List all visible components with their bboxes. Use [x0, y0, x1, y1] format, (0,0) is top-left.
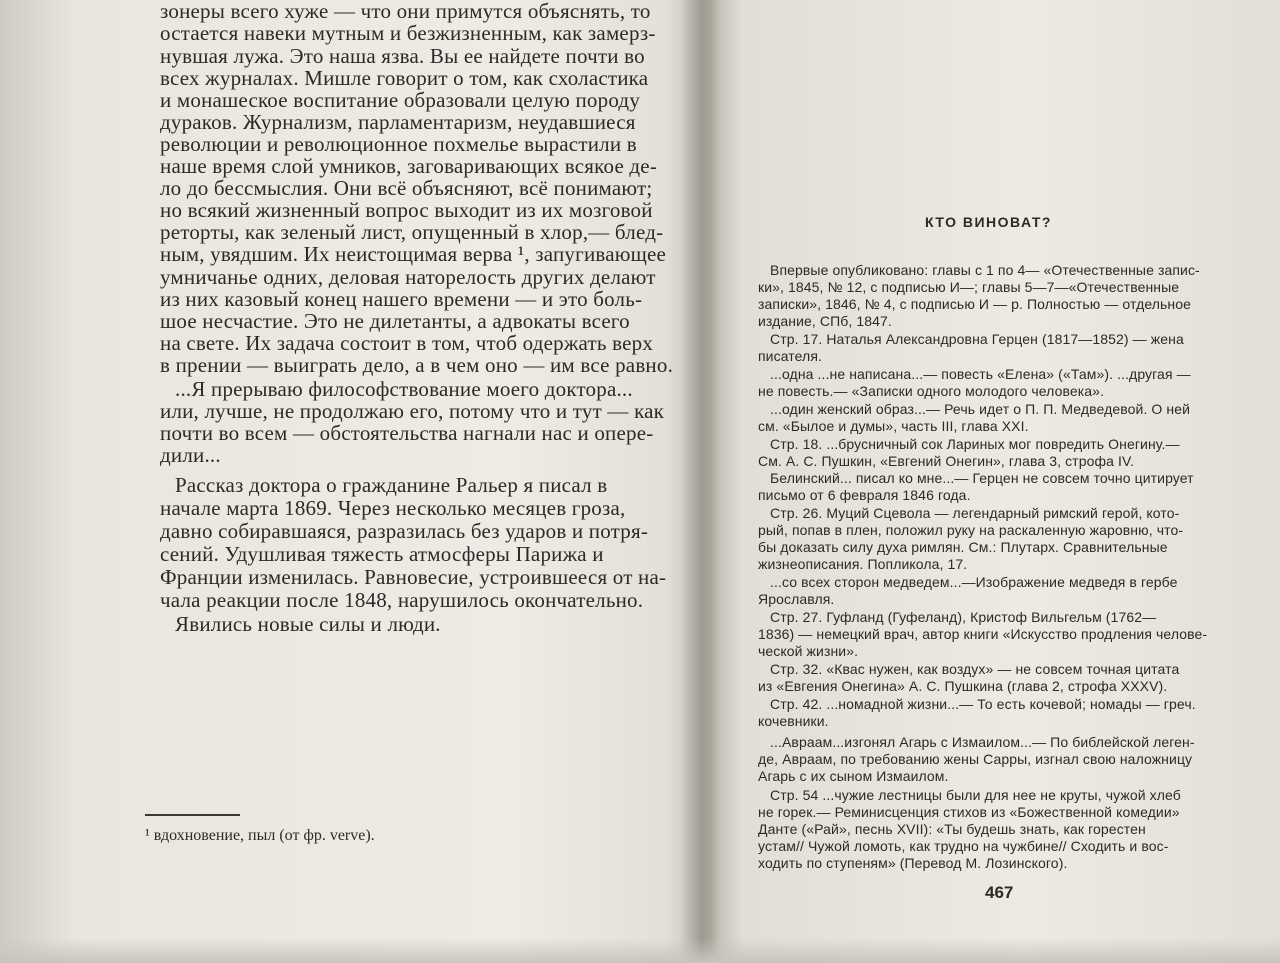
text-line: дураков. Журнализм, парламентаризм, неудавшиеся — [160, 110, 636, 134]
text-line: на свете. Их задача состоит в том, чтоб одержать верх — [160, 331, 654, 355]
note-line: Стр. 54 ...чужие лестницы были для нее не круты, чужой хлеб — [770, 787, 1181, 803]
note-line: не повесть.— «Записки одного молодого человека». — [758, 383, 1105, 399]
note-line: устам// Чужой ломоть, как трудно на чужбине// Сходить и вос- — [758, 838, 1169, 854]
text-line: революции и революционное похмелье вырастили в — [160, 132, 637, 156]
section-title: КТО ВИНОВАТ? — [925, 214, 1052, 230]
page-number: 467 — [985, 883, 1014, 902]
note-line: кочевники. — [758, 713, 829, 729]
text-line: Рассказ доктора о гражданине Ральер я писал в — [175, 473, 608, 497]
text-line: но всякий жизненный вопрос выходит из их мозговой — [160, 198, 653, 222]
note-line: ...Авраам...изгонял Агарь с Измаилом...— По библейской леген- — [770, 734, 1195, 750]
note-line: жизнеописания. Попликола, 17. — [758, 556, 968, 572]
book-gutter — [680, 0, 720, 963]
note-line: из «Евгения Онегина» А. С. Пушкина (глава 2, строфа XXXV). — [758, 678, 1168, 694]
footnote-divider — [145, 814, 240, 816]
text-line: давно собиравшаяся, разразилась без ударов и потря- — [160, 519, 649, 543]
note-line: ...один женский образ...— Речь идет о П. П. Медведевой. О ней — [770, 401, 1191, 417]
text-line: Франции изменилась. Равновесие, устроившееся от на- — [160, 565, 667, 589]
note-line: Впервые опубликовано: главы с 1 по 4— «Отечественные запис- — [770, 262, 1200, 278]
text-line: или, лучше, не продолжаю его, потому что и тут — как — [160, 399, 665, 423]
note-line: Данте («Рай», песнь XVII): «Ты будешь знать, как горестен — [758, 821, 1146, 837]
text-line: и монашеское воспитание образовали целую породу — [160, 88, 641, 112]
note-line: бы доказать силу духа римлян. См.: Плутарх. Сравнительные — [758, 539, 1168, 555]
text-line: всех журналах. Мишле говорит о том, как схоластика — [160, 66, 649, 90]
text-line: умничанье одних, деловая наторелость других делают — [160, 265, 656, 289]
note-line: ...со всех сторон медведем...—Изображение медведя в гербе — [770, 574, 1178, 590]
text-line: шое несчастие. Это не дилетанты, а адвокаты всего — [160, 309, 630, 333]
note-line: 1836) — немецкий врач, автор книги «Искусство продления челове- — [758, 626, 1208, 642]
note-line: ...одна ...не написана...— повесть «Елена» («Там»). ...другая — — [770, 366, 1191, 382]
text-line: Явились новые силы и люди. — [175, 612, 441, 636]
note-line: Стр. 32. «Квас нужен, как воздух» — не совсем точная цитата — [770, 661, 1180, 677]
text-line: ...Я прерываю философствование моего доктора... — [175, 377, 633, 401]
note-line: де, Авраам, по требованию жены Сарры, изгнал свою наложницу — [758, 751, 1193, 767]
text-line: из них казовый конец нашего времени — и это боль- — [160, 287, 643, 311]
note-line: рый, попав в плен, положил руку на раскаленную жаровню, что- — [758, 522, 1184, 538]
note-line: см. «Былое и думы», часть III, глава XXI. — [758, 418, 1029, 434]
note-line: издание, СПб, 1847. — [758, 313, 892, 329]
right-page — [730, 0, 1270, 963]
note-line: письмо от 6 февраля 1846 года. — [758, 487, 971, 503]
note-line: ки», 1845, № 12, с подписью И—; главы 5—7—«Отечественные — [758, 279, 1180, 295]
note-line: Стр. 27. Гуфланд (Гуфеланд), Кристоф Вильгельм (1762— — [770, 609, 1157, 625]
note-line: См. А. С. Пушкин, «Евгений Онегин», глава 3, строфа IV. — [758, 453, 1135, 469]
text-line: начале марта 1869. Через несколько месяцев гроза, — [160, 496, 626, 520]
text-line: нувшая лужа. Это наша язва. Вы ее найдете почти во — [160, 44, 645, 68]
text-line: наше время слой умников, заговаривающих всякое де- — [160, 154, 658, 178]
note-line: Ярославля. — [758, 591, 835, 607]
footnote: ¹ вдохновение, пыл (от фр. verve). — [145, 827, 375, 844]
note-line: Стр. 26. Муций Сцевола — легендарный римский герой, кото- — [770, 505, 1180, 521]
text-line: в прении — выиграть дело, а в чем оно — им все равно. — [160, 353, 674, 377]
text-line: остается навеки мутным и безжизненным, как замерз- — [160, 21, 656, 45]
note-line: ходить по ступеням» (Перевод М. Лозинского). — [758, 855, 1068, 871]
text-line: чала реакции после 1848, нарушилось окончательно. — [160, 588, 644, 612]
note-line: Агарь с их сыном Измаилом. — [758, 768, 949, 784]
note-line: Стр. 42. ...номадной жизни...— То есть кочевой; номады — греч. — [770, 696, 1196, 712]
left-page — [140, 0, 680, 963]
table-surface — [0, 938, 1280, 963]
text-line: ным, увядшим. Их неистощимая верва ¹, запугивающее — [160, 242, 667, 266]
text-line: почти во всем — обстоятельства нагнали нас и опере- — [160, 421, 654, 445]
note-line: Стр. 18. ...брусничный сок Лариных мог повредить Онегину.— — [770, 436, 1180, 452]
note-line: записки», 1846, № 4, с подписью И — р. Полностью — отдельное — [758, 296, 1192, 312]
text-line: реторты, как зеленый лист, опущенный в хлор,— блед- — [160, 220, 664, 244]
note-line: Стр. 17. Наталья Александровна Герцен (1817—1852) — жена — [770, 331, 1184, 347]
note-line: писателя. — [758, 348, 822, 364]
note-line: не горек.— Реминисценция стихов из «Божественной комедии» — [758, 804, 1180, 820]
text-line: зонеры всего хуже — что они примутся объяснять, то — [160, 0, 651, 23]
note-line: ческой жизни». — [758, 643, 859, 659]
note-line: Белинский... писал ко мне...— Герцен не совсем точно цитирует — [770, 470, 1194, 486]
text-line: ло до бессмыслия. Они всё объясняют, всё понимают; — [160, 176, 653, 200]
text-line: дили... — [160, 443, 221, 467]
text-line: сений. Удушливая тяжесть атмосферы Парижа и — [160, 542, 604, 566]
